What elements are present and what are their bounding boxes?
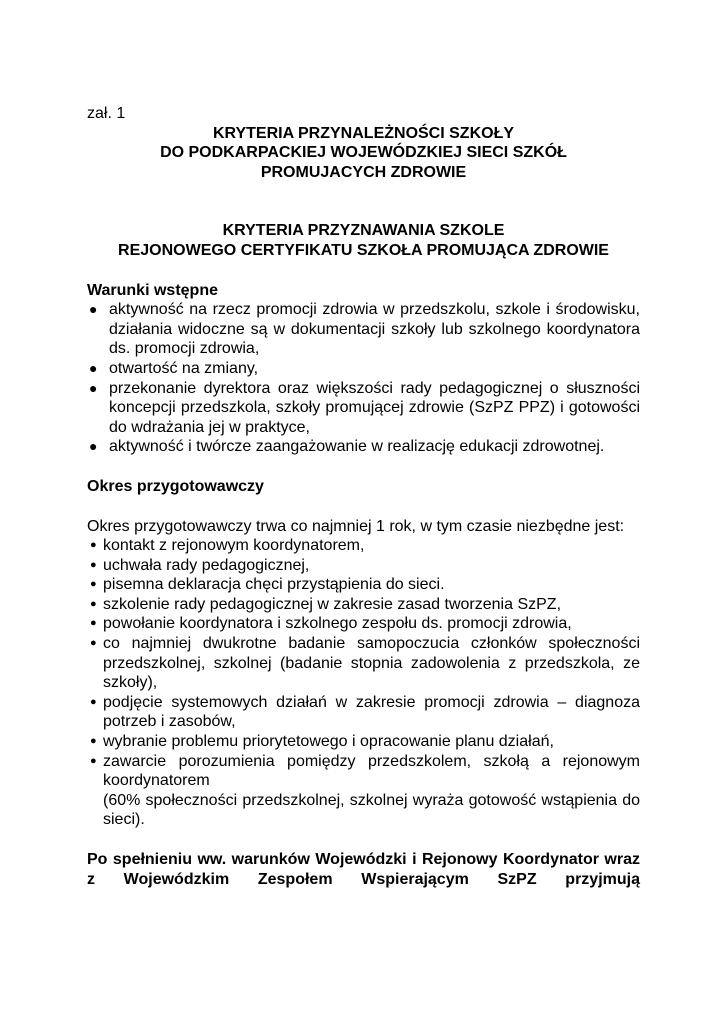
bullet-icon: ●	[90, 617, 97, 630]
list-item	[87, 614, 640, 634]
certificate-criteria-title	[87, 221, 640, 260]
preparatory-list	[87, 536, 640, 791]
title-line: REJONOWEGO CERTYFIKATU SZKOŁA PROMUJĄCA ZDROWIE	[118, 241, 609, 259]
annex-label: zał. 1	[87, 105, 126, 122]
bullet-icon: ●	[90, 558, 97, 571]
preconditions-list	[87, 300, 640, 457]
list-item	[87, 732, 640, 752]
list-item	[87, 752, 640, 791]
bullet-icon: ●	[89, 438, 98, 455]
list-item	[87, 556, 640, 576]
list-item-text: wybranie problemu priorytetowego i opracowanie planu działań,	[103, 733, 554, 751]
bullet-icon: ●	[90, 539, 97, 552]
list-item	[87, 595, 640, 615]
preparatory-heading: Okres przygotowawczy	[87, 477, 264, 495]
title-line: KRYTERIA PRZYZNAWANIA SZKOLE	[222, 222, 505, 240]
title-line: PROMUJACYCH ZDROWIE	[260, 163, 467, 181]
list-item	[87, 437, 640, 457]
list-item-text: co najmniej dwukrotne badanie samopoczucia członków społeczności przedszkolnej, szkolnej (badanie stopnia zadowolenia z przedszkola, ze szkoły),	[103, 635, 640, 692]
list-item	[87, 300, 640, 359]
list-item-text: zawarcie porozumienia pomiędzy przedszkolem, szkołą a rejonowym koordynatorem	[103, 752, 640, 790]
bullet-icon: ●	[90, 578, 97, 591]
final-paragraph: Po spełnieniu ww. warunków Wojewódzki i Rejonowy Koordynator wraz z Wojewódzkim Zespołem Wspierającym SzPZ przyjmują	[87, 851, 640, 888]
list-item	[87, 693, 640, 732]
list-item	[87, 634, 640, 693]
bullet-icon: ●	[90, 695, 97, 708]
bullet-icon: ●	[90, 754, 97, 767]
list-item-text: szkolenie rady pedagogicznej w zakresie zasad tworzenia SzPZ,	[103, 595, 562, 613]
bullet-icon: ●	[90, 735, 97, 748]
list-item-text: kontakt z rejonowym koordynatorem,	[103, 537, 365, 555]
bullet-icon: ●	[89, 379, 98, 396]
list-item-text: otwartość na zmiany,	[109, 359, 259, 377]
list-item-text: aktywność i twórcze zaangażowanie w realizację edukacji zdrowotnej.	[109, 438, 605, 456]
list-item	[87, 575, 640, 595]
network-criteria-title	[87, 124, 640, 183]
preparatory-intro: Okres przygotowawczy trwa co najmniej 1 rok, w tym czasie niezbędne jest:	[87, 517, 625, 535]
bullet-icon: ●	[90, 637, 97, 650]
list-item	[87, 379, 640, 438]
bullet-icon: ●	[90, 597, 97, 610]
document-page	[87, 104, 640, 905]
list-item-text: podjęcie systemowych działań w zakresie promocji zdrowia – diagnoza potrzeb i zasobów,	[103, 693, 640, 731]
list-item-text: powołanie koordynatora i szkolnego zespołu ds. promocji zdrowia,	[103, 615, 572, 633]
readiness-note: (60% społeczności przedszkolnej, szkolnej wyraża gotowość wstąpienia do sieci).	[103, 791, 640, 829]
list-item-text: pisemna deklaracja chęci przystąpienia do sieci.	[103, 576, 445, 594]
list-item-text: uchwała rady pedagogicznej,	[103, 556, 310, 574]
bullet-icon: ●	[89, 301, 98, 318]
title-line: KRYTERIA PRZYNALEŻNOŚCI SZKOŁY	[212, 124, 515, 142]
list-item-text: przekonanie dyrektora oraz większości rady pedagogicznej o słuszności koncepcji przedszkola, szkoły promującej zdrowie (SzPZ PPZ) i gotowości do wdrażania jej w praktyce,	[109, 379, 640, 436]
title-line: DO PODKARPACKIEJ WOJEWÓDZKIEJ SIECI SZKÓŁ	[160, 144, 567, 162]
list-item-text: aktywność na rzecz promocji zdrowia w przedszkolu, szkole i środowisku, działania widoczne są w dokumentacji szkoły lub szkolnego koordynatora ds. promocji zdrowia,	[109, 301, 640, 358]
list-item	[87, 536, 640, 556]
preconditions-heading: Warunki wstępne	[87, 281, 218, 299]
bullet-icon: ●	[89, 359, 98, 376]
list-item	[87, 359, 640, 379]
